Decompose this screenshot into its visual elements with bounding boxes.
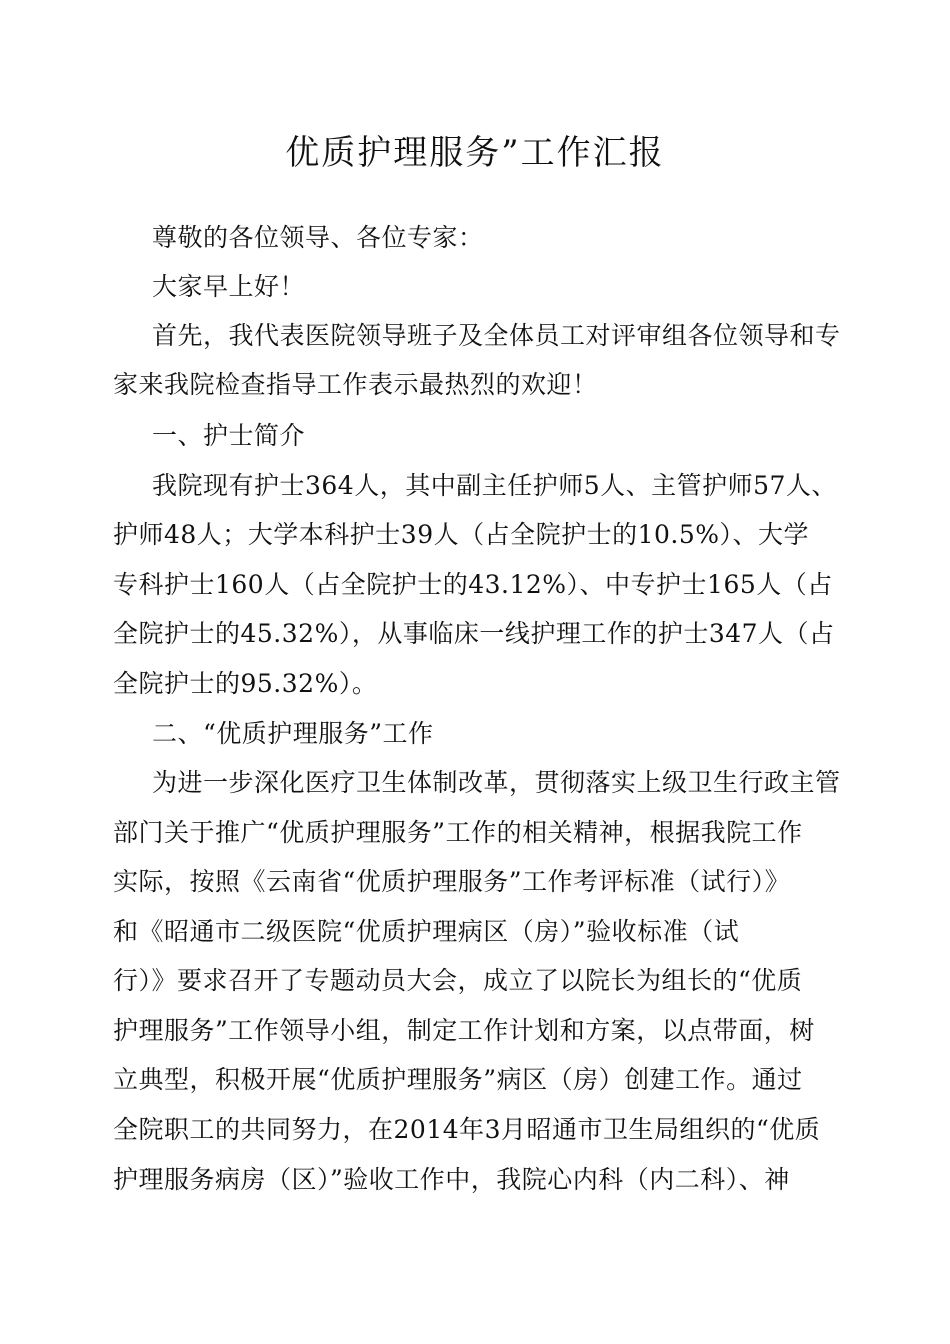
paragraph-line: 实际，按照《云南省“优质护理服务”工作考评标准（试行）》 bbox=[113, 867, 791, 896]
paragraph-line: 护理服务”工作领导小组，制定工作计划和方案，以点带面，树 bbox=[113, 1016, 815, 1045]
section-heading-2: 二、“优质护理服务”工作 bbox=[152, 719, 434, 748]
document-title: 优质护理服务”工作汇报 bbox=[285, 133, 665, 173]
paragraph-line: 护理服务病房（区）”验收工作中，我院心内科（内二科）、神 bbox=[113, 1165, 790, 1194]
paragraph-line: 家来我院检查指导工作表示最热烈的欢迎！ bbox=[113, 370, 598, 399]
paragraph-line: 行）》要求召开了专题动员大会，成立了以院长为组长的“优质 bbox=[113, 966, 803, 995]
paragraph-line: 全院护士的45.32%），从事临床一线护理工作的护士347人（占 bbox=[113, 619, 835, 648]
paragraph-line: 部门关于推广“优质护理服务”工作的相关精神，根据我院工作 bbox=[113, 818, 803, 847]
salutation: 尊敬的各位领导、各位专家： bbox=[152, 223, 484, 252]
greeting: 大家早上好！ bbox=[152, 272, 306, 301]
paragraph-line: 为进一步深化医疗卫生体制改革，贯彻落实上级卫生行政主管 bbox=[152, 768, 841, 797]
paragraph-line: 全院职工的共同努力，在2014年3月昭通市卫生局组织的“优质 bbox=[113, 1115, 821, 1144]
paragraph-line: 护师48人；大学本科护士39人（占全院护士的10.5%）、大学 bbox=[113, 520, 810, 549]
paragraph-line: 立典型，积极开展“优质护理服务”病区（房）创建工作。通过 bbox=[113, 1065, 803, 1094]
paragraph-line: 专科护士160人（占全院护士的43.12%）、中专护士165人（占 bbox=[113, 570, 833, 599]
paragraph-line: 全院护士的95.32%）。 bbox=[113, 669, 378, 698]
paragraph-line: 我院现有护士364人，其中副主任护师5人、主管护师57人、 bbox=[152, 471, 837, 500]
section-heading-1: 一、护士简介 bbox=[152, 421, 306, 450]
paragraph-line: 和《昭通市二级医院“优质护理病区（房）”验收标准（试 bbox=[113, 917, 740, 946]
paragraph-line: 首先，我代表医院领导班子及全体员工对评审组各位领导和专 bbox=[152, 321, 841, 350]
